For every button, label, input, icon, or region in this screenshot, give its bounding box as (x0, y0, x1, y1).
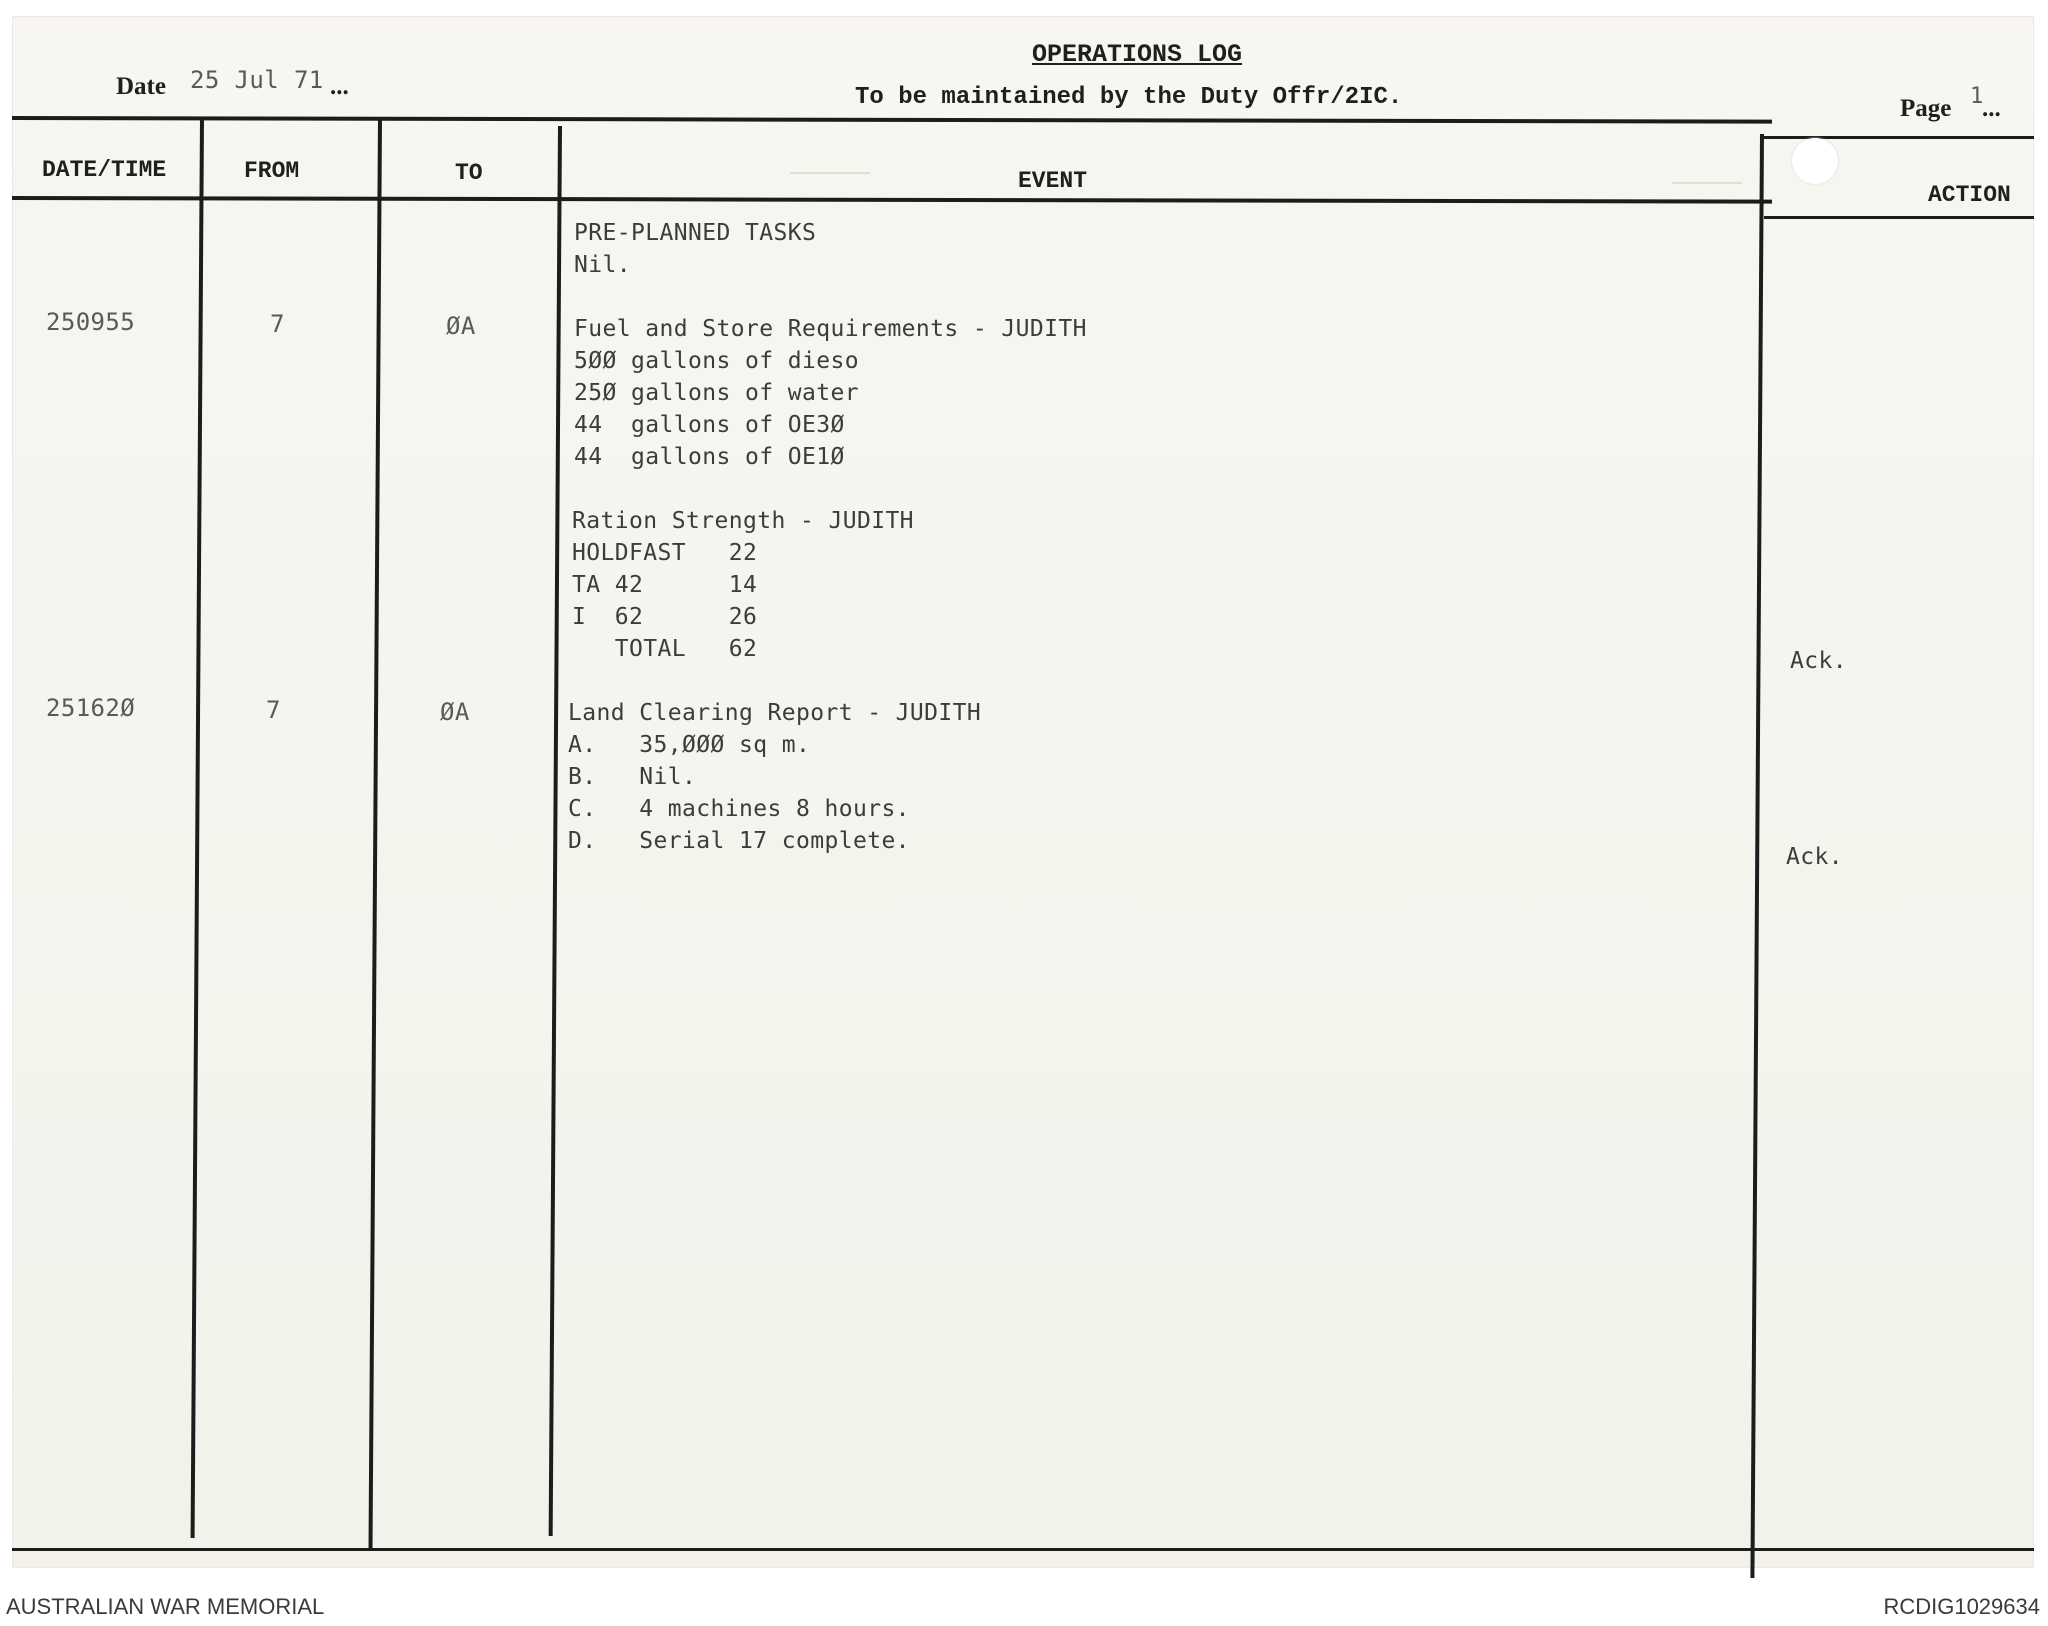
event-line: HOLDFAST 22 (572, 540, 758, 566)
punch-hole (1792, 138, 1838, 184)
operations-log-form (12, 16, 2034, 1568)
event-heading: PRE-PLANNED TASKS (574, 220, 817, 246)
archive-reference: RCDIG1029634 (1883, 1594, 2040, 1619)
show-through-mark (1672, 182, 1742, 204)
event-line: 44 gallons of OE3Ø (574, 412, 845, 438)
entry-from: 7 (266, 696, 281, 724)
page-number: 1 (1970, 84, 1984, 109)
entry-from: 7 (270, 310, 285, 338)
event-line: C. 4 machines 8 hours. (568, 796, 910, 822)
entry-datetime: 25162Ø (46, 694, 136, 722)
column-divider-event (1750, 134, 1764, 1578)
column-header-from: FROM (244, 158, 300, 184)
page-label: Page (1900, 95, 1952, 122)
event-line: 44 gallons of OE1Ø (574, 444, 845, 470)
column-header-to: TO (455, 160, 483, 186)
event-heading: Land Clearing Report - JUDITH (568, 700, 982, 726)
form-bottom-rule (12, 1548, 2034, 1551)
entry-to: ØA (440, 698, 470, 726)
event-line: A. 35,ØØØ sq m. (568, 732, 811, 758)
header-top-rule (12, 116, 1772, 124)
entry-to: ØA (446, 312, 476, 340)
date-value: 25 Jul 71 (190, 66, 324, 94)
page-title: OPERATIONS LOG (1032, 40, 1243, 69)
column-header-action: ACTION (1928, 182, 2011, 208)
event-line: D. Serial 17 complete. (568, 828, 910, 854)
column-divider-datetime (191, 118, 204, 1538)
date-label: Date (116, 73, 166, 100)
archive-credit: AUSTRALIAN WAR MEMORIAL (6, 1594, 325, 1619)
entry-datetime: 250955 (46, 308, 136, 336)
event-line: TOTAL 62 (572, 636, 758, 662)
header-bottom-rule-action (1764, 216, 2034, 219)
column-divider-to (549, 126, 562, 1536)
event-subheading: Ration Strength - JUDITH (572, 508, 914, 534)
event-heading: Fuel and Store Requirements - JUDITH (574, 316, 1087, 342)
event-line: 5ØØ gallons of dieso (574, 348, 859, 374)
entry-action: Ack. (1786, 844, 1843, 870)
page-subtitle: To be maintained by the Duty Offr/2IC. (855, 84, 1403, 111)
event-line: TA 42 14 (572, 572, 758, 598)
column-header-event: EVENT (1018, 168, 1088, 194)
page-dots: ... (1982, 95, 2001, 122)
header-top-rule-action (1764, 136, 2034, 139)
event-line: Nil. (574, 252, 631, 278)
header-bottom-rule (12, 196, 1772, 204)
entry-action: Ack. (1790, 648, 1847, 674)
column-header-datetime: DATE/TIME (42, 157, 167, 183)
column-divider-from (369, 118, 382, 1548)
event-line: B. Nil. (568, 764, 697, 790)
event-line: I 62 26 (572, 604, 758, 630)
event-line: 25Ø gallons of water (574, 380, 859, 406)
date-dots: ... (330, 73, 349, 100)
show-through-mark (790, 172, 870, 194)
